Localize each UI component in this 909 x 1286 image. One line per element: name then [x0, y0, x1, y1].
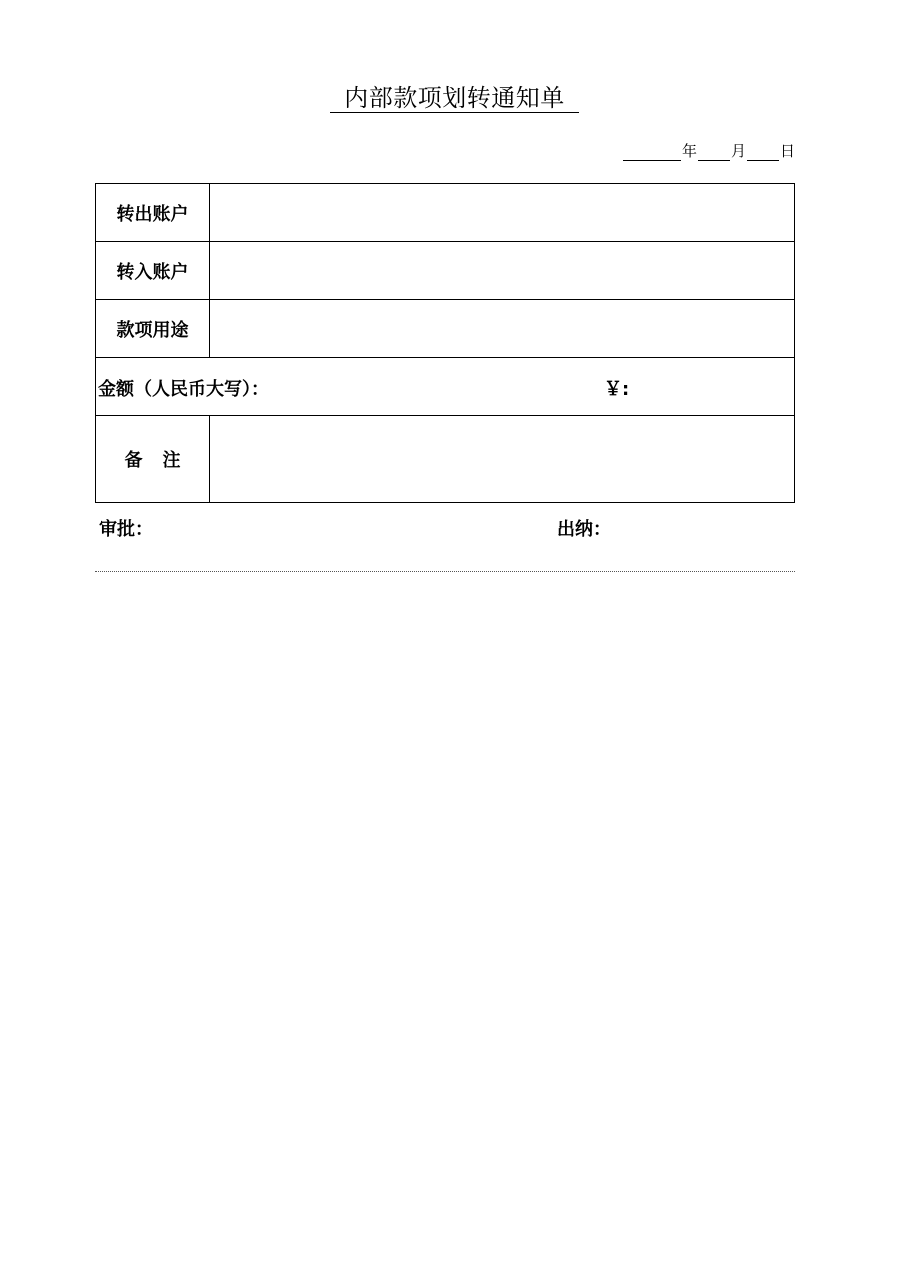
approval-label: 审批： — [99, 519, 153, 540]
purpose-row — [96, 300, 794, 358]
transfer-in-field[interactable] — [210, 242, 794, 299]
remarks-label-text: 备注 — [124, 450, 201, 471]
amount-figure-label: ￥: — [604, 379, 630, 400]
amount-row[interactable] — [96, 358, 794, 416]
purpose-field[interactable] — [210, 300, 794, 357]
remarks-label — [96, 416, 210, 502]
date-line — [622, 141, 795, 161]
year-label: 年 — [681, 142, 697, 160]
transfer-out-row — [96, 184, 794, 242]
transfer-out-field[interactable] — [210, 184, 794, 241]
month-label: 月 — [730, 142, 746, 160]
year-blank[interactable] — [623, 144, 681, 161]
amount-words-label: 金额（人民币大写）： — [98, 379, 269, 400]
purpose-label: 款项用途 — [96, 300, 210, 357]
day-blank[interactable] — [747, 144, 779, 161]
month-blank[interactable] — [698, 144, 730, 161]
remarks-row — [96, 416, 794, 502]
dotted-divider — [95, 571, 795, 572]
document-title: 内部款项划转通知单 — [330, 84, 579, 113]
remarks-field[interactable] — [210, 416, 794, 502]
transfer-in-label: 转入账户 — [96, 242, 210, 299]
transfer-form-table — [95, 183, 795, 503]
document-title-wrapper — [0, 82, 909, 114]
transfer-in-row — [96, 242, 794, 300]
cashier-label: 出纳： — [557, 519, 611, 540]
transfer-out-label: 转出账户 — [96, 184, 210, 241]
day-label: 日 — [779, 142, 795, 160]
